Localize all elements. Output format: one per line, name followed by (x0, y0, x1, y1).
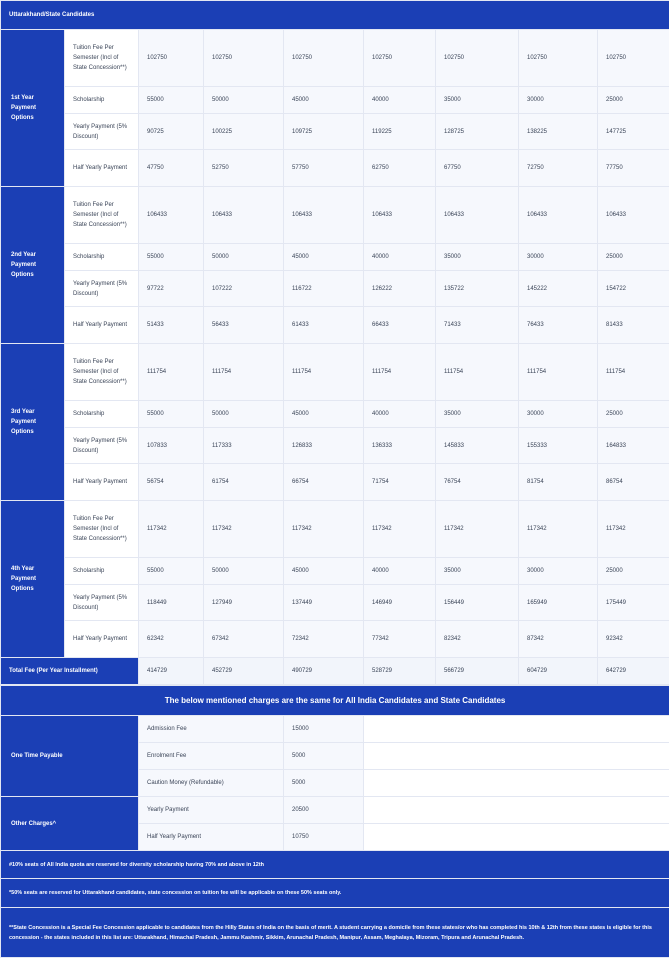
fee-cell: 45000 (284, 558, 364, 585)
fee-cell: 50000 (204, 244, 284, 271)
other-item-name: Half Yearly Payment (139, 824, 284, 851)
row-label-scholarship: Scholarship (65, 558, 139, 585)
fee-cell: 81433 (598, 307, 669, 344)
year-3-scholarship-row (1, 401, 669, 428)
fee-cell: 117342 (139, 501, 204, 558)
total-fee-cell: 528729 (364, 658, 436, 685)
fee-cell: 52750 (204, 150, 284, 187)
fee-cell: 117333 (204, 428, 284, 464)
fee-cell: 71433 (436, 307, 519, 344)
fee-cell: 117342 (364, 501, 436, 558)
fee-cell: 175449 (598, 585, 669, 621)
fee-cell: 72750 (519, 150, 598, 187)
fee-cell: 117342 (519, 501, 598, 558)
fee-cell: 50000 (204, 558, 284, 585)
fee-cell: 25000 (598, 87, 669, 114)
fee-cell: 40000 (364, 87, 436, 114)
year-label: 2nd Year Payment Options (1, 187, 65, 344)
fee-cell: 111754 (139, 344, 204, 401)
total-fee-cell: 490729 (284, 658, 364, 685)
fee-cell: 87342 (519, 621, 598, 658)
fee-cell: 136333 (364, 428, 436, 464)
fee-cell: 25000 (598, 244, 669, 271)
fee-cell: 111754 (204, 344, 284, 401)
total-fee-row (1, 658, 669, 685)
fee-cell: 30000 (519, 87, 598, 114)
fee-cell: 97722 (139, 271, 204, 307)
year-2-yearly-row (1, 271, 669, 307)
fee-cell: 55000 (139, 401, 204, 428)
fee-cell: 111754 (519, 344, 598, 401)
common-charges-table (0, 685, 669, 958)
fee-cell: 67342 (204, 621, 284, 658)
fee-cell: 146949 (364, 585, 436, 621)
fee-cell: 164833 (598, 428, 669, 464)
fee-cell: 117342 (284, 501, 364, 558)
year-1-half-row (1, 150, 669, 187)
fee-cell: 50000 (204, 87, 284, 114)
fee-cell: 90725 (139, 114, 204, 150)
fee-cell: 66754 (284, 464, 364, 501)
fee-cell: 45000 (284, 401, 364, 428)
fee-cell: 135722 (436, 271, 519, 307)
one-time-item-name: Enrolment Fee (139, 743, 284, 770)
row-label-yearly: Yearly Payment (5% Discount) (65, 271, 139, 307)
fee-cell: 45000 (284, 87, 364, 114)
year-3-yearly-row (1, 428, 669, 464)
fee-cell: 111754 (284, 344, 364, 401)
year-1-tuition-row (1, 30, 669, 87)
fee-cell: 138225 (519, 114, 598, 150)
total-fee-label: Total Fee (Per Year Installment) (1, 658, 139, 685)
total-fee-cell: 642729 (598, 658, 669, 685)
fee-cell: 55000 (139, 244, 204, 271)
other-item-name: Yearly Payment (139, 797, 284, 824)
fee-cell: 102750 (139, 30, 204, 87)
fee-cell: 35000 (436, 244, 519, 271)
fee-cell: 117342 (204, 501, 284, 558)
fee-cell: 107222 (204, 271, 284, 307)
fee-cell: 145222 (519, 271, 598, 307)
fee-cell: 117342 (436, 501, 519, 558)
fee-cell: 128725 (436, 114, 519, 150)
fee-cell: 137449 (284, 585, 364, 621)
fee-cell: 30000 (519, 244, 598, 271)
note-row (1, 851, 669, 879)
common-banner-row (1, 686, 669, 716)
common-charges-banner: The below mentioned charges are the same for All India Candidates and State Candidates (1, 686, 669, 716)
other-item-value: 20500 (284, 797, 364, 824)
fee-cell: 61433 (284, 307, 364, 344)
total-fee-cell: 566729 (436, 658, 519, 685)
fee-cell: 76754 (436, 464, 519, 501)
year-2-tuition-row (1, 187, 669, 244)
fee-cell: 106433 (139, 187, 204, 244)
fee-cell: 55000 (139, 558, 204, 585)
fee-cell: 109725 (284, 114, 364, 150)
header-row (1, 1, 669, 30)
fee-cell: 102750 (364, 30, 436, 87)
fee-cell: 77750 (598, 150, 669, 187)
fee-cell: 47750 (139, 150, 204, 187)
fee-cell: 102750 (284, 30, 364, 87)
fee-cell: 92342 (598, 621, 669, 658)
row-label-yearly: Yearly Payment (5% Discount) (65, 114, 139, 150)
fee-cell: 106433 (204, 187, 284, 244)
year-4-tuition-row (1, 501, 669, 558)
one-time-item-name: Caution Money (Refundable) (139, 770, 284, 797)
fee-cell: 61754 (204, 464, 284, 501)
fee-cell: 106433 (284, 187, 364, 244)
fee-cell: 35000 (436, 558, 519, 585)
one-time-item-value: 5000 (284, 770, 364, 797)
row-label-tuition: Tuition Fee Per Semester (Incl of State Concession**) (65, 187, 139, 244)
fee-cell: 51433 (139, 307, 204, 344)
fee-cell: 117342 (598, 501, 669, 558)
row-label-half: Half Yearly Payment (65, 621, 139, 658)
fee-cell: 81754 (519, 464, 598, 501)
year-label: 4th Year Payment Options (1, 501, 65, 658)
fee-cell: 106433 (436, 187, 519, 244)
one-time-row (1, 716, 669, 743)
fee-cell: 55000 (139, 87, 204, 114)
year-3-tuition-row (1, 344, 669, 401)
note-row (1, 879, 669, 908)
fee-cell: 106433 (364, 187, 436, 244)
year-1-scholarship-row (1, 87, 669, 114)
fee-cell: 126222 (364, 271, 436, 307)
fee-cell: 127949 (204, 585, 284, 621)
one-time-item-value: 15000 (284, 716, 364, 743)
row-label-half: Half Yearly Payment (65, 464, 139, 501)
other-charges-row (1, 797, 669, 824)
fee-cell: 102750 (519, 30, 598, 87)
fee-cell: 102750 (204, 30, 284, 87)
fee-cell: 67750 (436, 150, 519, 187)
fee-cell: 35000 (436, 87, 519, 114)
fee-cell: 77342 (364, 621, 436, 658)
fee-cell: 62750 (364, 150, 436, 187)
year-label: 1st Year Payment Options (1, 30, 65, 187)
fee-cell: 76433 (519, 307, 598, 344)
row-label-scholarship: Scholarship (65, 87, 139, 114)
diversity-scholarship-note: #10% seats of All India quota are reserved for diversity scholarship having 70% and above in 12th (1, 851, 669, 879)
other-item-value: 10750 (284, 824, 364, 851)
fee-cell: 40000 (364, 401, 436, 428)
row-label-half: Half Yearly Payment (65, 150, 139, 187)
fee-cell: 35000 (436, 401, 519, 428)
fee-cell: 116722 (284, 271, 364, 307)
fee-cell: 45000 (284, 244, 364, 271)
fee-cell: 118449 (139, 585, 204, 621)
fee-cell: 66433 (364, 307, 436, 344)
fee-cell: 57750 (284, 150, 364, 187)
fee-cell: 30000 (519, 401, 598, 428)
fee-cell: 147725 (598, 114, 669, 150)
fee-cell: 25000 (598, 401, 669, 428)
row-label-tuition: Tuition Fee Per Semester (Incl of State Concession**) (65, 501, 139, 558)
fee-cell: 72342 (284, 621, 364, 658)
row-label-tuition: Tuition Fee Per Semester (Incl of State Concession**) (65, 30, 139, 87)
one-time-item-value: 5000 (284, 743, 364, 770)
year-2-scholarship-row (1, 244, 669, 271)
fee-cell: 119225 (364, 114, 436, 150)
fee-cell: 30000 (519, 558, 598, 585)
one-time-item-name: Admission Fee (139, 716, 284, 743)
fee-cell: 111754 (436, 344, 519, 401)
fee-cell: 82342 (436, 621, 519, 658)
row-label-yearly: Yearly Payment (5% Discount) (65, 428, 139, 464)
fee-cell: 126833 (284, 428, 364, 464)
year-3-half-row (1, 464, 669, 501)
fee-cell: 165949 (519, 585, 598, 621)
fee-cell: 145833 (436, 428, 519, 464)
fee-cell: 111754 (364, 344, 436, 401)
fee-cell: 102750 (598, 30, 669, 87)
fee-cell: 40000 (364, 558, 436, 585)
year-2-half-row (1, 307, 669, 344)
fee-cell: 102750 (436, 30, 519, 87)
total-fee-cell: 414729 (139, 658, 204, 685)
year-4-half-row (1, 621, 669, 658)
fee-cell: 71754 (364, 464, 436, 501)
fee-cell: 100225 (204, 114, 284, 150)
row-label-tuition: Tuition Fee Per Semester (Incl of State Concession**) (65, 344, 139, 401)
year-4-scholarship-row (1, 558, 669, 585)
year-1-yearly-row (1, 114, 669, 150)
fee-cell: 25000 (598, 558, 669, 585)
row-label-half: Half Yearly Payment (65, 307, 139, 344)
year-label: 3rd Year Payment Options (1, 344, 65, 501)
row-label-scholarship: Scholarship (65, 401, 139, 428)
fee-cell: 156449 (436, 585, 519, 621)
fee-cell: 106433 (519, 187, 598, 244)
fee-cell: 56754 (139, 464, 204, 501)
fee-cell: 106433 (598, 187, 669, 244)
fee-cell: 86754 (598, 464, 669, 501)
row-label-yearly: Yearly Payment (5% Discount) (65, 585, 139, 621)
fee-cell: 56433 (204, 307, 284, 344)
total-fee-cell: 452729 (204, 658, 284, 685)
fee-cell: 155333 (519, 428, 598, 464)
state-reservation-note: *50% seats are reserved for Uttarakhand candidates, state concession on tuition fee will be applicable on these 50% seats only. (1, 879, 669, 908)
year-4-yearly-row (1, 585, 669, 621)
fee-cell: 50000 (204, 401, 284, 428)
table-title: Uttarakhand/State Candidates (1, 1, 669, 30)
other-charges-label: Other Charges^ (1, 797, 139, 851)
fee-cell: 111754 (598, 344, 669, 401)
one-time-label: One Time Payable (1, 716, 139, 797)
fee-cell: 107833 (139, 428, 204, 464)
state-concession-note: **State Concession is a Special Fee Concession applicable to candidates from the Hilly States of India on the basis of merit. A student carrying a domicile from these states/or who has completed his 10th & 12th from these states is eligible for this concession - the states included in this list are: Uttarakhand, Himachal Pradesh, Jammu Kashmir, Sikkim, Arunachal Pradesh, Manipur, Assam, Meghalaya, Mizoram, Tripura and Arunachal Pradesh. (1, 908, 669, 958)
total-fee-cell: 604729 (519, 658, 598, 685)
note-row (1, 908, 669, 958)
fee-cell: 40000 (364, 244, 436, 271)
fee-cell: 62342 (139, 621, 204, 658)
fee-cell: 154722 (598, 271, 669, 307)
row-label-scholarship: Scholarship (65, 244, 139, 271)
